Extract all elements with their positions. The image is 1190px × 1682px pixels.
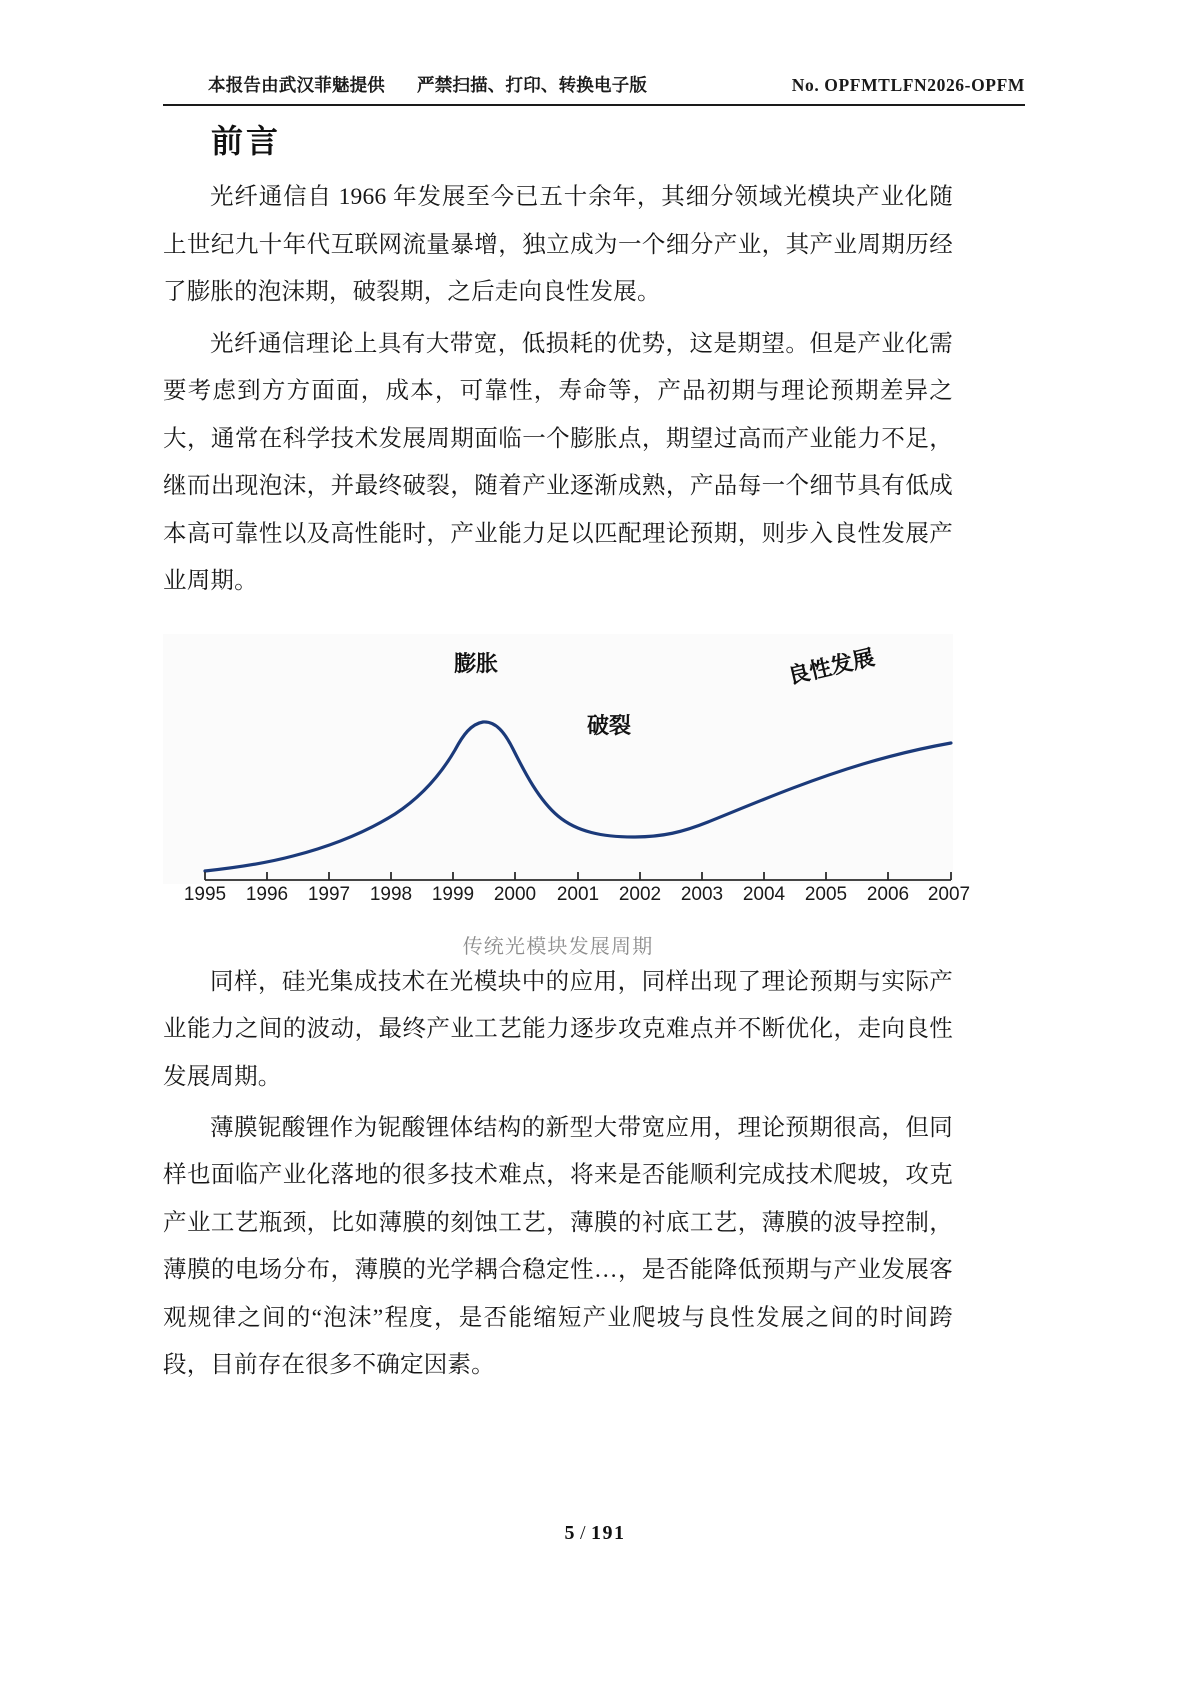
chart-x-axis-labels [163, 883, 971, 918]
footer-page-number: 5 [564, 1522, 576, 1544]
page-footer [0, 1522, 1190, 1545]
footer-total-pages: 191 [591, 1522, 626, 1544]
x-tick-label: 1997 [307, 883, 351, 905]
x-tick-label: 2001 [556, 883, 600, 905]
x-tick-label: 2006 [866, 883, 910, 905]
chart-annotation-growth: 良性发展 [785, 644, 877, 689]
x-tick-label: 2007 [927, 883, 971, 905]
x-tick-label: 2004 [742, 883, 786, 905]
x-tick-label: 1996 [245, 883, 289, 905]
x-tick-label: 2003 [680, 883, 724, 905]
x-tick-label: 1998 [369, 883, 413, 905]
paragraph-4: 薄膜铌酸锂作为铌酸锂体结构的新型大带宽应用，理论预期很高，但同样也面临产业化落地的很多技术难点，将来是否能顺利完成技术爬坡，攻克产业工艺瓶颈，比如薄膜的刻蚀工艺，薄膜的衬底工艺，薄膜的波导控制，薄膜的电场分布，薄膜的光学耦合稳定性…，是否能降低预期与产业发展客观规律之间的“泡沫”程度，是否能缩短产业爬坡与良性发展之间的时间跨段，目前存在很多不确定因素。 [163, 1115, 953, 1379]
page-title: 前言 [211, 123, 282, 159]
chart-annotation-peak: 膨胀 [454, 650, 499, 676]
paragraph-2: 光纤通信理论上具有大带宽，低损耗的优势，这是期望。但是产业化需要考虑到方方面面，成本，可靠性，寿命等，产品初期与理论预期差异之大，通常在科学技术发展周期面临一个膨胀点，期望过高而产业能力不足，继而出现泡沫，并最终破裂，随着产业逐渐成熟，产品每一个细节具有低成本高可靠性以及高性能时，产业能力足以匹配理论预期，则步入良性发展产业周期。 [163, 330, 953, 595]
chart-canvas [163, 634, 953, 884]
paragraph-1: 光纤通信自 1966 年发展至今已五十余年，其细分领域光模块产业化随上世纪九十年代互联网流量暴增，独立成为一个细分产业，其产业周期历经了膨胀的泡沫期，破裂期，之后走向良性发展。 [163, 184, 953, 306]
figure-caption: 传统光模块发展周期 [462, 935, 654, 958]
figure-development-cycle [163, 634, 971, 959]
x-tick-label: 1995 [183, 883, 227, 905]
chart-annotation-burst: 破裂 [587, 712, 632, 738]
page-content [163, 118, 971, 1394]
chart-curve [205, 722, 951, 871]
x-tick-label: 2000 [493, 883, 537, 905]
x-tick-label: 2002 [618, 883, 662, 905]
footer-separator: / [579, 1522, 588, 1544]
header-report-number: No. OPFMTLFN2026-OPFM [791, 75, 1025, 95]
page-header [163, 72, 1025, 106]
chart-x-ticks [205, 872, 951, 880]
header-middle-text: 严禁扫描、打印、转换电子版 [417, 75, 648, 95]
paragraph-3: 同样，硅光集成技术在光模块中的应用，同样出现了理论预期与实际产业能力之间的波动，最终产业工艺能力逐步攻克难点并不断优化，走向良性发展周期。 [163, 968, 953, 1090]
header-left-text: 本报告由武汉菲魅提供 [208, 75, 385, 95]
header-divider [163, 104, 1025, 106]
x-tick-label: 1999 [431, 883, 475, 905]
x-tick-label: 2005 [804, 883, 848, 905]
header-row [163, 72, 1025, 104]
